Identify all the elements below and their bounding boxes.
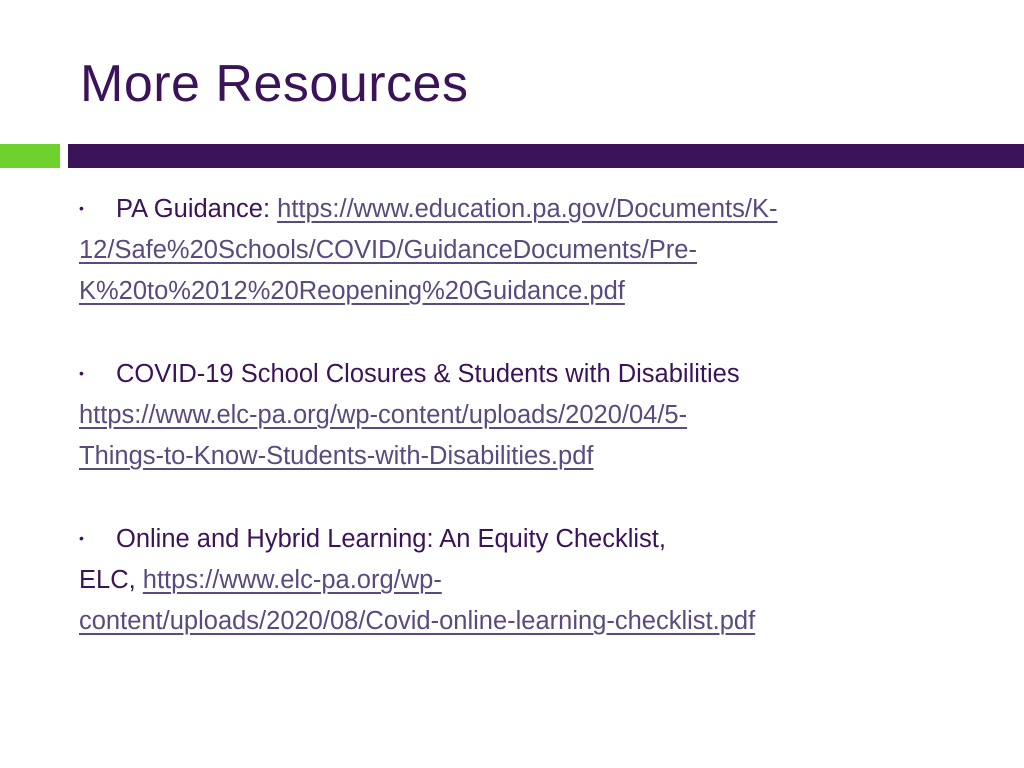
link-line[interactable]: 12/Safe%20Schools/COVID/GuidanceDocuments/Pre- [79, 236, 697, 264]
link-line[interactable]: content/uploads/2020/08/Covid-online-learning-checklist.pdf [79, 607, 756, 635]
resource-item-pa-guidance [79, 188, 979, 312]
link-line[interactable]: https://www.elc-pa.org/wp- [142, 566, 442, 594]
resource-label-cont: ELC, [79, 566, 143, 594]
link-line[interactable]: Things-to-Know-Students-with-Disabilities.pdf [79, 442, 594, 470]
resource-label: COVID-19 School Closures & Students with Disabilities [116, 360, 740, 388]
resource-list [79, 188, 979, 683]
equity-checklist-link[interactable] [79, 566, 755, 635]
bullet-icon: • [79, 200, 84, 216]
bullet-icon: • [79, 365, 84, 381]
covid-closures-link[interactable] [79, 401, 687, 470]
accent-bar-green [0, 144, 60, 168]
accent-bar-purple [68, 144, 1024, 168]
resource-label: Online and Hybrid Learning: An Equity Checklist, [116, 525, 666, 553]
slide-title: More Resources [80, 55, 469, 113]
bullet-icon: • [79, 530, 84, 546]
link-line[interactable]: https://www.education.pa.gov/Documents/K- [277, 195, 778, 223]
resource-label: PA Guidance: [116, 195, 278, 223]
link-line[interactable]: https://www.elc-pa.org/wp-content/uploads/2020/04/5- [79, 401, 688, 429]
link-line[interactable]: K%20to%2012%20Reopening%20Guidance.pdf [79, 277, 625, 305]
resource-item-equity-checklist [79, 518, 979, 642]
resource-item-covid-closures [79, 353, 979, 477]
